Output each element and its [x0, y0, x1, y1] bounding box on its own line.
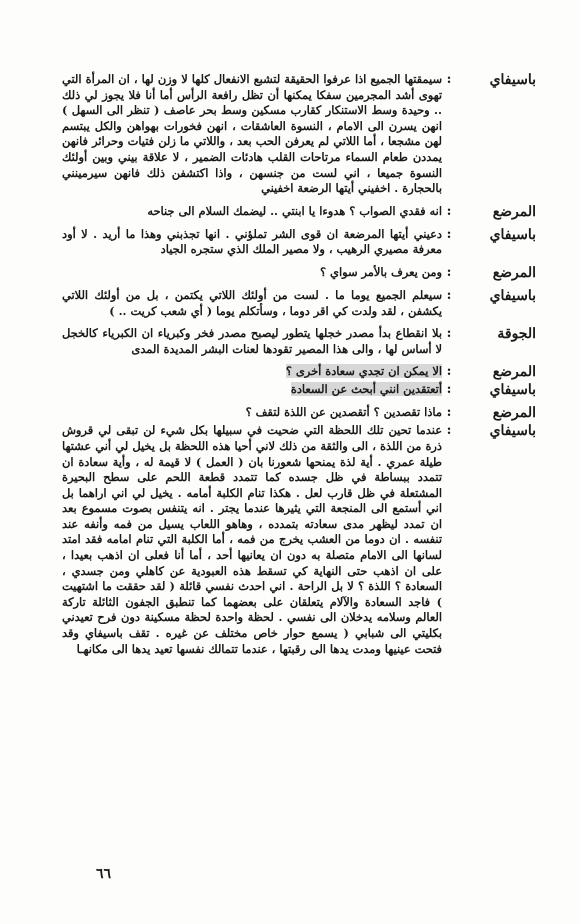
speaker-name: باسيفاي	[489, 287, 536, 304]
dialogue-text	[62, 423, 442, 657]
speaker-colon: :	[446, 423, 452, 439]
dialogue-text-content: دعيني أيتها المرضعة ان قوى الشر تملؤني . انها تجذبني وهذا ما أريد . لا أود معرفة مصيري الرهيب ، ولا مصير الملك الذي ستجره الجياد	[62, 226, 442, 257]
speaker-name: الجوقة	[497, 326, 536, 343]
dialogue-block	[62, 423, 540, 657]
speaker-colon: :	[446, 72, 452, 87]
dialogue-text	[62, 326, 442, 357]
dialogue-text	[62, 382, 442, 398]
dialogue-text-content: انه فقدي الصواب ؟ هدوءا يا ابنتي .. ليضمك السلام الى جناحه	[147, 203, 442, 218]
speaker-name: باسيفاي	[489, 382, 536, 399]
speaker-colon: :	[446, 326, 452, 342]
dialogue-block	[62, 364, 540, 380]
speaker-colon: :	[446, 405, 452, 421]
dialogue-block	[62, 72, 540, 197]
dialogue-text-content: الا يمكن ان تجدي سعادة أخرى ؟	[285, 364, 442, 379]
speaker-name: المرضع	[492, 203, 536, 220]
speaker-name: المرضع	[492, 364, 536, 381]
speaker-colon: :	[446, 203, 452, 219]
dialogue-text	[62, 227, 442, 258]
dialogue-text	[62, 405, 442, 421]
dialogue-text-content: سيعلم الجميع يوما ما . لست من أولئك اللاتي يكتمن ، بل من أولئك اللاتي يكشفن ، لقد ولدت كي اقر دوما ، وسأتكلم يوما ( أي شعب كريت .. )	[62, 287, 442, 318]
dialogue-text-content: أتعتقدين انني أبحث عن السعادة	[290, 382, 442, 397]
dialogue-block	[62, 326, 540, 357]
dialogue-block	[62, 405, 540, 421]
speaker-colon: :	[446, 382, 452, 398]
speaker-colon: :	[446, 264, 452, 280]
speaker-name: باسيفاي	[489, 72, 536, 88]
speaker-colon: :	[446, 364, 452, 380]
dialogue-block	[62, 265, 540, 281]
dialogue-text-content: سيمقتها الجميع اذا عرفوا الحقيقة لتشبع الانفعال كلها لا وزن لها ، ان المرأة التي تهوى أشد المجرمين سفكا يمكنها أن تظل رافعة الرأس أما أنا فلا يجوز لي ذلك .. وحيدة وسط الاستنكار كقارب مسكين وسط بحر عاصف ( تنظر الى السهل ) انهن يسرن الى الامام ، النسوة العاشقات ، انهن فخورات بهواهن والكل يبتسم لهن مشجعا ، أما اللاتي لم يعرفن الحب بعد ، واللاتي ما زلن فتيات وحرائر فانهن يمددن طعام السماء مرتاحات القلب هادئات الضمير ، لا علاقة بيني وبين أولئك النسوة جميعا ، اني لست من جنسهن ، واذا اكتشفن ذلك فانهن سيرمينني بالحجارة . اخفيني أيتها الرضعة اخفيني	[62, 72, 442, 196]
dialogue-text	[62, 288, 442, 319]
speaker-colon: :	[446, 226, 452, 242]
speaker-name: المرضع	[492, 405, 536, 422]
dialogue-text-content: عندما تحين تلك اللحظة التي ضحيت في سبيلها بكل شيء لن تبقى لي قروش ذرة من اللذة ، الى والثقة من ذلك لاني أحيا هذه اللحظة بل يخيل لي أني عشتها طيلة عمري . أية لذة يمنحها شعورنا بان ( العمل ) لا قيمة له ، وأية سعادة ان تتمدد ببساطة في ظل جسده كما تتمدد قطعة اللحم على سطح البحيرة المشتعلة في ظل قارب لعل . هكذا تنام الكلبة أمامه . يخيل لي اني اراهما بل اني أستمع الى المنجعة التي يثيرها عندما يجتر . انه يتنفس بصوت مسموع بعد ان تمدد ليظهر مدى سعادته بتمدده ، وهاهو اللعاب يسيل من فمه وأنفه عند تنفسه . ان دوما من العشب يخرج من فمه ، أما الكلبة التي تنام امامه فقد امتد لسانها الى الامام متصلة به دون ان يعانيها أحد ، أما أنا فعلى ان اذهب بعيدا ، على ان اذهب حتى النهاية كي تسقط هذه العبودية عن كاهلي ومن جسدي ، السعادة ؟ اللذة ؟ لا بل الراحة . اني احدث نفسي قائلة ( لقد حققت ما اشتهيت ) فاجد السعادة والآلام يتعلقان على بعضهما كما تنطبق الجفون الثائلة تاركة العالم وسلامه يدخلان الى نفسي . لحظة واحدة لحظة مسكينة دون فرح تعيدني بكليتي الى شبابي ( يسمع حوار خاص مختلف عن غيره . تقف باسيفاي وقد فتحت عينيها ومدت يدها الى رقبتها ، عندما تتمالك نفسها تعيد يدها الى مكانهـا	[62, 423, 442, 656]
speaker-name: باسيفاي	[489, 226, 536, 243]
dialogue-text	[62, 364, 442, 380]
speaker-colon: :	[446, 287, 452, 303]
dialogue-block	[62, 204, 540, 220]
dialogue-text-content: بلا انقطاع بدأ مصدر خجلها يتطور ليصبح مصدر فخر وكبرياء ان الكبرياء كالخجل لا أساس لها ، والى هذا المصير تقودها لعنات البشر المديدة المدى	[62, 326, 442, 356]
speaker-name: المرضع	[492, 264, 536, 281]
dialogue-text	[62, 72, 442, 197]
dialogue-block	[62, 227, 540, 258]
dialogue-text	[62, 204, 442, 220]
dialogue-text	[62, 265, 442, 281]
dialogue-block	[62, 288, 540, 319]
dialogue-block	[62, 382, 540, 398]
dialogue-text-content: ومن يعرف بالأمر سواي ؟	[320, 264, 442, 279]
page-number: ٦٦	[96, 866, 112, 882]
dialogue-text-content: ماذا تقصدين ؟ أتقصدين عن اللذة لتقف ؟	[245, 405, 442, 420]
speaker-name: باسيفاي	[489, 423, 536, 440]
dialogue-body	[62, 72, 540, 657]
